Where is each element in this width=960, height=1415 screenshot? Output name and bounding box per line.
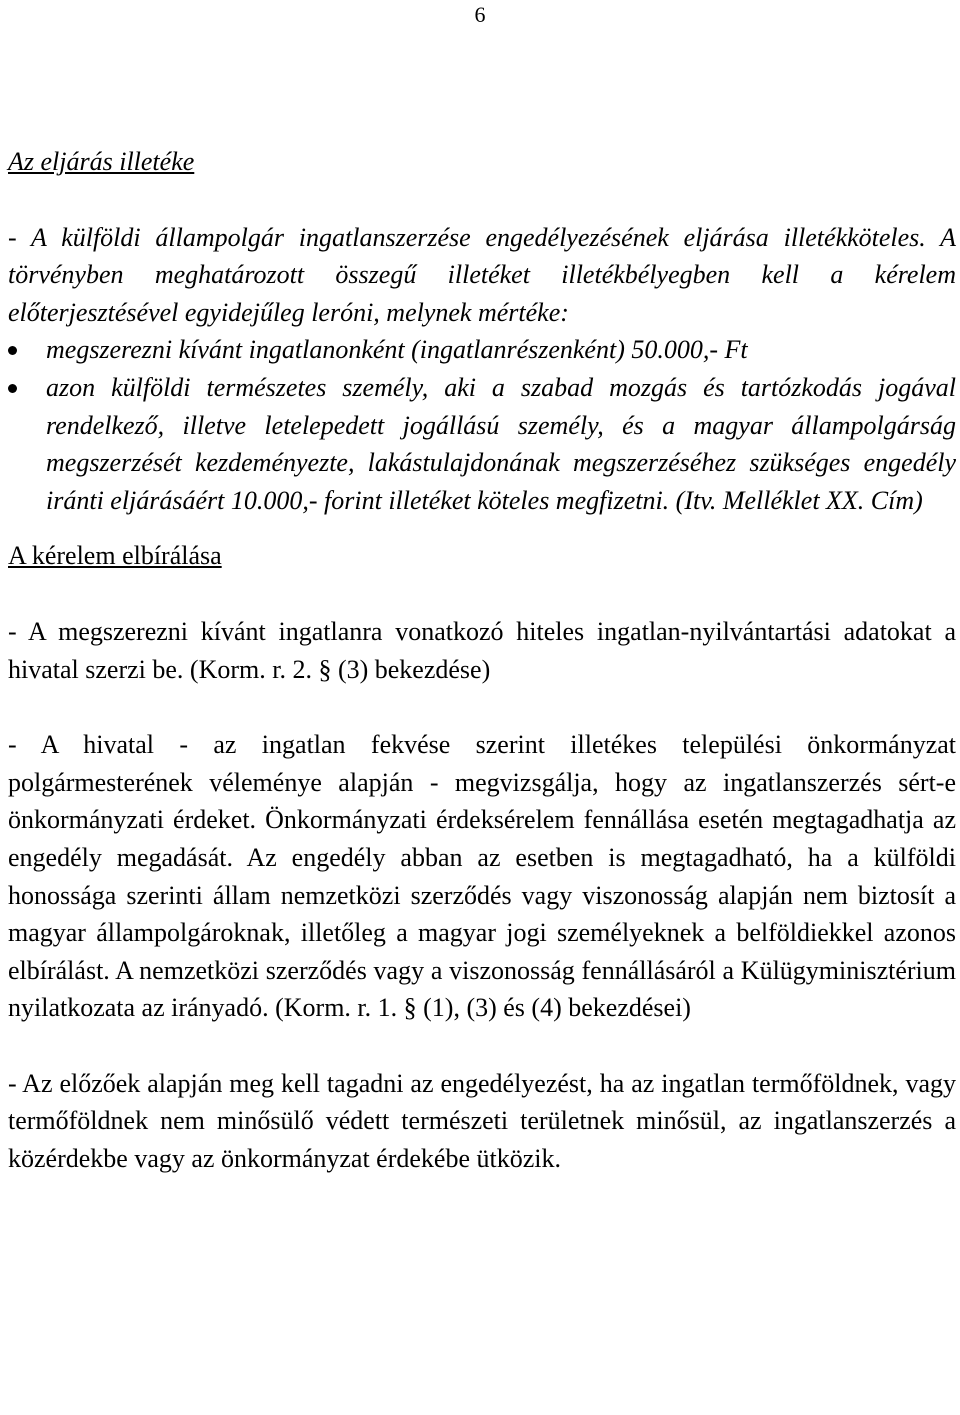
spacer	[8, 181, 956, 219]
fee-intro-paragraph: - A külföldi állampolgár ingatlanszerzése engedélyezésének eljárása illetékköteles. A törvényben meghatározott összegű illetéket illetékbélyegben kell a kérelem előterjesztésével egyidejűleg leróni, melynek mértéke:	[8, 222, 956, 327]
fee-list-item	[8, 369, 956, 519]
assessment-paragraph: - A hivatal - az ingatlan fekvése szerint illetékes települési önkormányzat polgármesterének véleménye alapján - megvizsgálja, hogy az ingatlanszerzés sért-e önkormányzati érdeket. Önkormányzati érdeksérelem fennállása esetén megtagadhatja az engedély megadását. Az engedély abban az esetben is megtagadható, ha a külföldi honossága szerinti állam nemzetközi szerződés vagy viszonosság alapján nem biztosít a magyar állampolgároknak, illetőleg a magyar jogi személyeknek a belföldiekkel azonos elbírálást. A nemzetközi szerződés vagy a viszonosság fennállásáról a Külügyminisztérium nyilatkozata az irányadó. (Korm. r. 1. § (1), (3) és (4) bekezdései)	[8, 730, 956, 1023]
fee-list	[8, 331, 956, 519]
bullet-icon	[8, 346, 17, 355]
spacer	[8, 688, 956, 726]
spacer	[8, 575, 956, 613]
fee-list-item-text: azon külföldi természetes személy, aki a szabad mozgás és tartózkodás jogával rendelkező, illetve letelepedett jogállású személy, és a magyar állampolgárság megszerzését kezdeményezte, lakástulajdonának megszerzéséhez szükséges engedély iránti eljárásáért 10.000,- forint illetéket köteles megfizetni. (Itv. Melléklet XX. Cím)	[46, 372, 956, 515]
section-heading-assessment: A kérelem elbírálása	[8, 541, 222, 571]
spacer	[8, 519, 956, 537]
fee-list-item	[8, 331, 956, 369]
page-number: 6	[474, 2, 486, 27]
spacer	[8, 1027, 956, 1065]
document-body	[8, 143, 956, 1178]
assessment-paragraph: - A megszerezni kívánt ingatlanra vonatkozó hiteles ingatlan-nyilvántartási adatokat a hivatal szerzi be. (Korm. r. 2. § (3) bekezdése)	[8, 616, 956, 684]
section-heading-fee: Az eljárás illetéke	[8, 147, 195, 176]
bullet-icon	[8, 384, 17, 393]
fee-list-item-text: megszerezni kívánt ingatlanonként (ingatlanrészenként) 50.000,- Ft	[46, 335, 748, 365]
assessment-paragraph: - Az előzőek alapján meg kell tagadni az engedélyezést, ha az ingatlan termőföldnek, vagy termőföldnek nem minősülő védett természeti területnek minősül, az ingatlanszerzés a közérdekbe vagy az önkormányzat érdekébe ütközik.	[8, 1068, 956, 1174]
